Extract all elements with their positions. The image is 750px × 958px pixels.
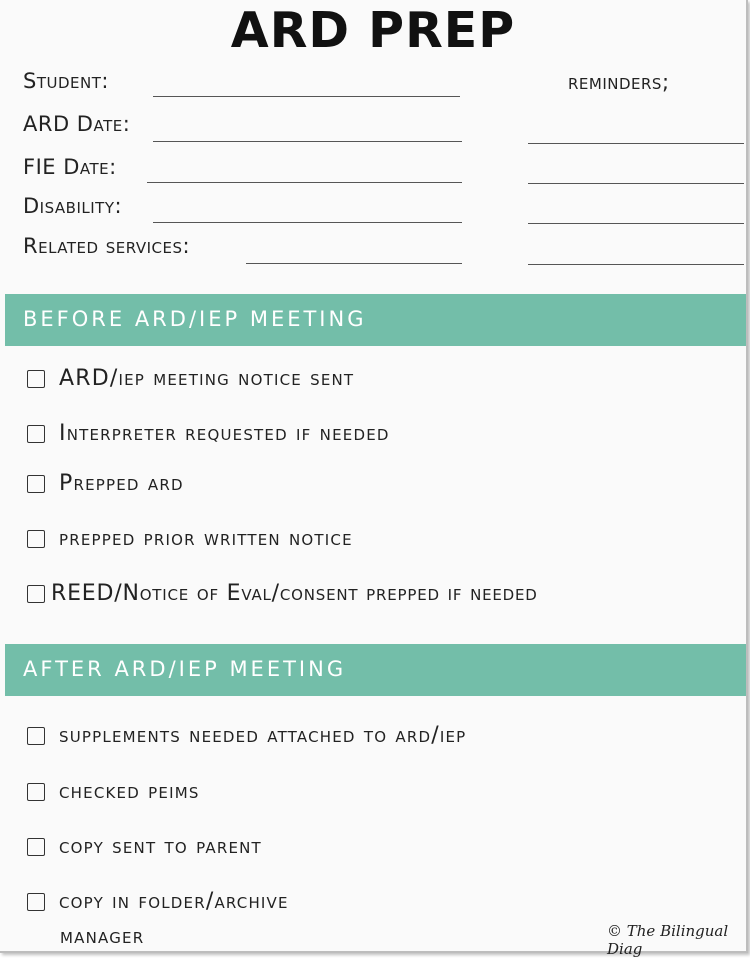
checklist-item-label: copy sent to parent (59, 834, 262, 859)
checkbox[interactable] (27, 727, 45, 745)
related-services-label: Related services: (23, 234, 191, 258)
ard-date-field[interactable] (153, 141, 462, 142)
checklist-item[interactable] (27, 779, 200, 804)
before-meeting-header (5, 294, 746, 346)
checklist-item-label: checked peims (59, 779, 200, 804)
checklist-item[interactable] (27, 366, 354, 391)
checklist-item[interactable] (27, 421, 390, 446)
checkbox[interactable] (27, 893, 45, 911)
fie-date-field[interactable] (147, 182, 462, 183)
checklist-item[interactable] (27, 889, 289, 914)
page-title: ARD PREP (230, 2, 516, 59)
disability-label: Disability: (23, 194, 123, 218)
after-meeting-title: AFTER ARD/IEP MEETING (23, 657, 347, 681)
before-meeting-title: BEFORE ARD/IEP MEETING (23, 307, 367, 331)
checklist-item-continuation: manager (60, 924, 145, 949)
checklist-item-label: ARD/iep meeting notice sent (59, 366, 355, 391)
ard-date-label: ARD Date: (23, 112, 131, 136)
after-meeting-header (5, 644, 746, 696)
checklist-item[interactable] (27, 471, 184, 496)
checklist-item-label: copy in folder/archive (59, 889, 289, 914)
checkbox[interactable] (27, 475, 45, 493)
signature: © The Bilingual Diag (607, 922, 729, 958)
fie-date-label: FIE Date: (23, 155, 117, 179)
reminder-line-2[interactable] (528, 183, 744, 184)
disability-field[interactable] (153, 222, 462, 223)
checkbox[interactable] (27, 585, 45, 603)
checklist-item[interactable] (27, 834, 262, 859)
checklist-item-label: Interpreter requested if needed (59, 421, 390, 446)
checklist-item-label: supplements needed attached to ard/iep (59, 723, 467, 748)
reminder-line-4[interactable] (528, 264, 744, 265)
checklist-item[interactable] (27, 581, 538, 606)
reminder-line-1[interactable] (528, 143, 744, 144)
related-services-field[interactable] (246, 263, 462, 264)
reminder-line-3[interactable] (528, 223, 744, 224)
student-label: Student: (23, 69, 109, 93)
checkbox[interactable] (27, 783, 45, 801)
checklist-item-label: Prepped ard (59, 471, 184, 496)
checkbox[interactable] (27, 530, 45, 548)
checklist-item[interactable] (27, 723, 466, 748)
checkbox[interactable] (27, 370, 45, 388)
checklist-item[interactable] (27, 526, 353, 551)
checklist-item-label: prepped prior written notice (59, 526, 353, 551)
checklist-item-label: REED/Notice of Eval/consent prepped if needed (51, 581, 538, 606)
student-field[interactable] (153, 96, 460, 97)
reminders-label: reminders; (568, 70, 670, 94)
checkbox[interactable] (27, 425, 45, 443)
checkbox[interactable] (27, 838, 45, 856)
